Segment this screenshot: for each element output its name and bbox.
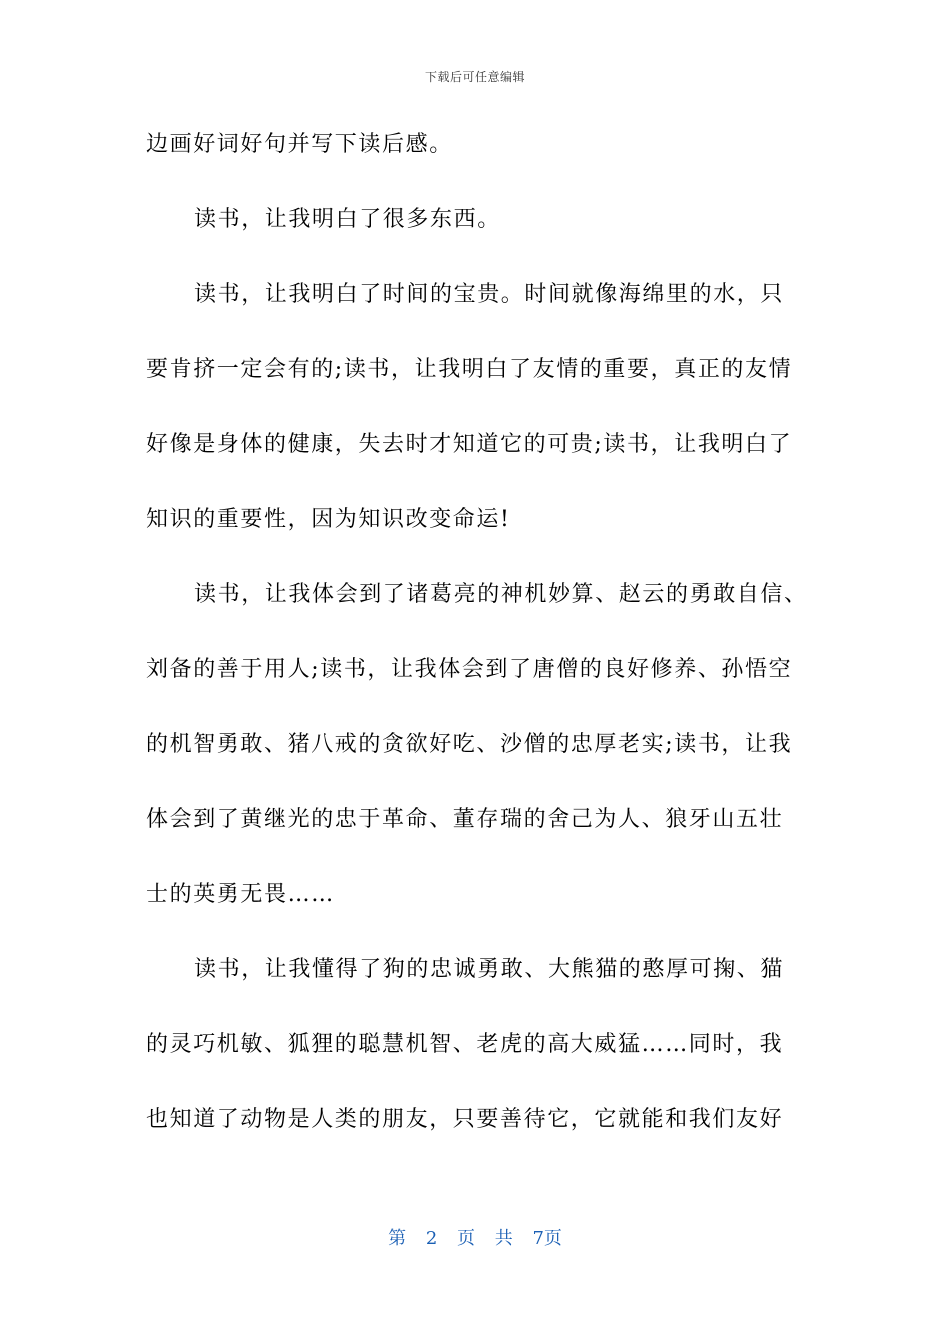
header-note: 下载后可任意编辑	[424, 70, 525, 84]
document-body	[146, 122, 806, 1172]
paragraph-start-line: 读书，让我明白了很多东西。	[194, 207, 501, 232]
text-line: 知识的重要性，因为知识改变命运!	[146, 507, 511, 532]
text-line: 边画好词好句并写下读后感。	[146, 132, 453, 157]
paragraph-start-line: 读书，让我明白了时间的宝贵。时间就像海绵里的水，只	[194, 282, 785, 307]
footer-label-di: 第	[388, 1228, 407, 1249]
text-line: 刘备的善于用人;读书，让我体会到了唐僧的良好修养、孙悟空	[146, 657, 793, 682]
total-pages: 7页	[532, 1228, 562, 1249]
paragraph-start-line: 读书，让我体会到了诸葛亮的神机妙算、赵云的勇敢自信、	[194, 582, 808, 607]
page-number-footer	[0, 1224, 950, 1250]
text-line: 的机智勇敢、猪八戒的贪欲好吃、沙僧的忠厚老实;读书，让我	[146, 732, 793, 757]
text-line: 好像是身体的健康，失去时才知道它的可贵;读书，让我明白了	[146, 432, 793, 457]
text-line: 体会到了黄继光的忠于革命、董存瑞的舍己为人、狼牙山五壮	[146, 807, 784, 832]
paragraph-start-line: 读书，让我懂得了狗的忠诚勇敢、大熊猫的憨厚可掬、猫	[194, 957, 785, 982]
footer-label-ye: 页	[457, 1228, 475, 1249]
text-line: 的灵巧机敏、狐狸的聪慧机智、老虎的高大威猛……同时，我	[146, 1032, 784, 1057]
text-line: 要肯挤一定会有的;读书，让我明白了友情的重要，真正的友情	[146, 357, 793, 382]
footer-label-gong: 共	[494, 1228, 513, 1249]
text-line: 士的英勇无畏……	[146, 882, 335, 907]
current-page-number: 2	[425, 1228, 438, 1249]
text-line: 也知道了动物是人类的朋友，只要善待它，它就能和我们友好	[146, 1107, 784, 1132]
